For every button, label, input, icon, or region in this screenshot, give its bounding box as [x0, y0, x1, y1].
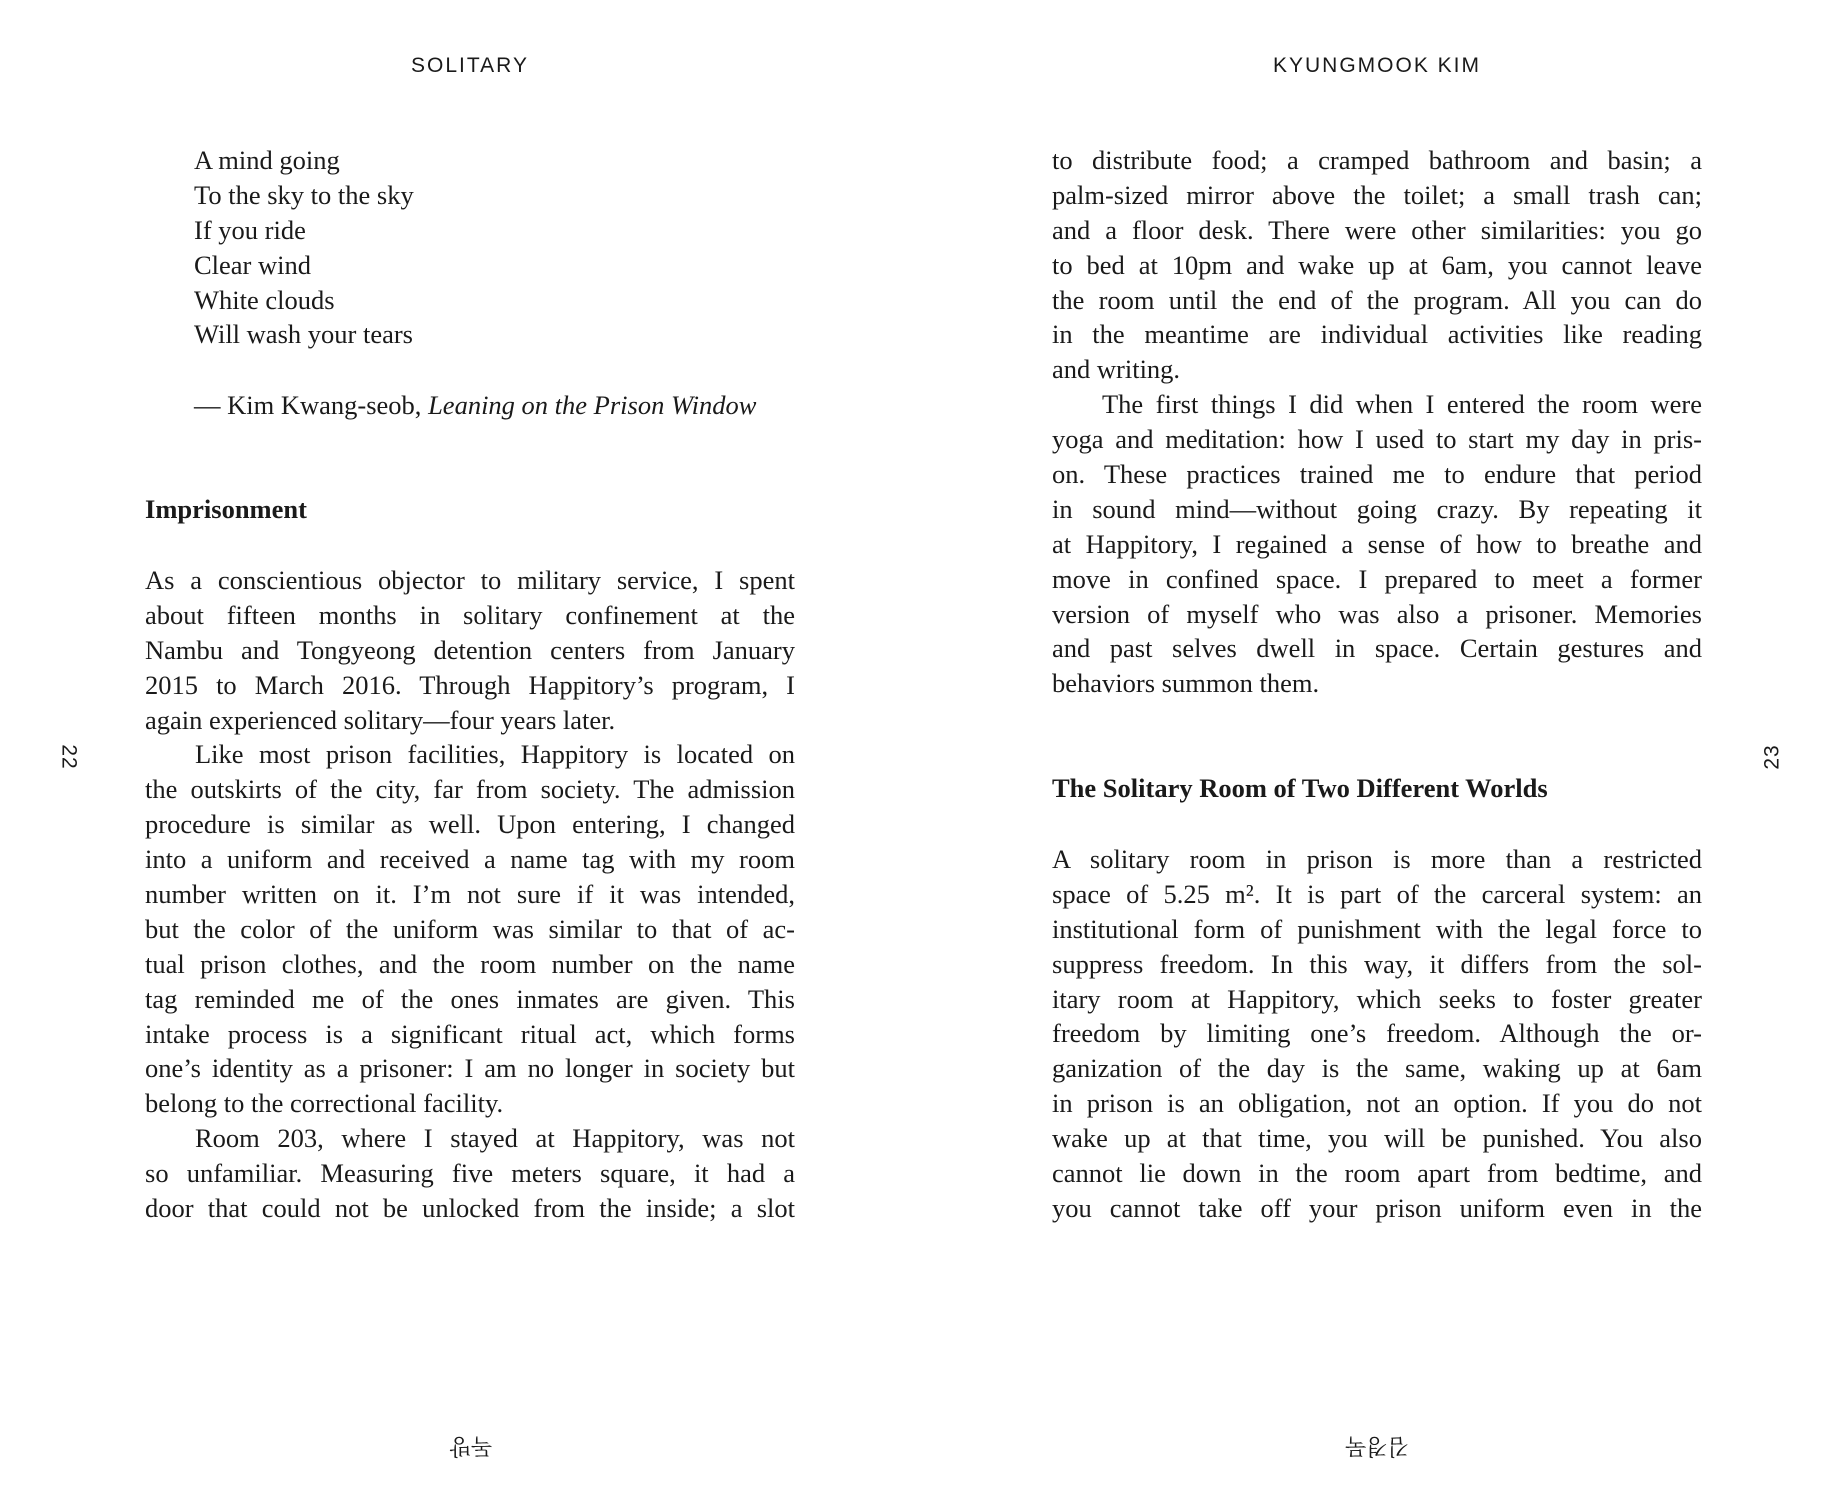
text-line: at Happitory, I regained a sense of how to breathe and	[1052, 528, 1702, 559]
text-line: As a conscientious objector to military service, I spent	[145, 565, 795, 595]
text-line: move in confined space. I prepared to meet a former	[1052, 563, 1702, 594]
text-line: again experienced solitary—four years later.	[145, 704, 616, 735]
text-line: institutional form of punishment with the legal force to	[1052, 913, 1702, 944]
text-line: number written on it. I’m not sure if it was intended,	[145, 879, 795, 910]
text-line: the outskirts of the city, far from society. The admission	[145, 774, 795, 805]
poem-line: Clear wind	[194, 249, 312, 280]
text-line: itary room at Happitory, which seeks to foster greater	[1052, 983, 1702, 1014]
left-running-head: SOLITARY	[411, 54, 529, 77]
text-line: ganization of the day is the same, waking up at 6am	[1052, 1053, 1702, 1084]
text-line: one’s identity as a prisoner: I am no longer in society but	[145, 1053, 795, 1084]
text-line: Like most prison facilities, Happitory is located on	[195, 739, 795, 770]
text-line: freedom by limiting one’s freedom. Although the or-	[1052, 1018, 1702, 1049]
text-line: A solitary room in prison is more than a restricted	[1052, 844, 1702, 874]
left-page-number: 22	[57, 744, 81, 770]
section-heading-solitary-room: The Solitary Room of Two Different Worlds	[1052, 773, 1548, 803]
text-line: the room until the end of the program. All you can do	[1052, 284, 1702, 315]
text-line: Room 203, where I stayed at Happitory, was not	[195, 1123, 795, 1154]
text-line: you cannot take off your prison uniform even in the	[1052, 1192, 1702, 1223]
text-line: yoga and meditation: how I used to start my day in pris-	[1052, 424, 1702, 455]
attribution-author: — Kim Kwang-seob,	[194, 390, 429, 420]
text-line: procedure is similar as well. Upon entering, I changed	[145, 809, 795, 840]
text-line: The first things I did when I entered the room were	[1102, 389, 1702, 420]
text-line: so unfamiliar. Measuring five meters square, it had a	[145, 1158, 795, 1189]
text-line: to bed at 10pm and wake up at 6am, you cannot leave	[1052, 249, 1702, 280]
text-line: to distribute food; a cramped bathroom and basin; a	[1052, 145, 1702, 175]
text-line: tual prison clothes, and the room number on the name	[145, 948, 795, 979]
right-body-text-bottom	[1052, 842, 1702, 1226]
text-line: space of 5.25 m². It is part of the carceral system: an	[1052, 878, 1702, 909]
epigraph-attribution	[194, 388, 756, 423]
attribution-title: Leaning on the Prison Window	[428, 390, 757, 420]
text-line: in prison is an obligation, not an option. If you do not	[1052, 1088, 1702, 1119]
text-line: version of myself who was also a prisoner. Memories	[1052, 598, 1702, 629]
poem-line: White clouds	[194, 284, 335, 315]
text-line: about fifteen months in solitary confinement at the	[145, 599, 795, 630]
text-line: into a uniform and received a name tag with my room	[145, 844, 795, 875]
left-footer-mark: 독방	[449, 1433, 493, 1458]
right-running-head: KYUNGMOOK KIM	[1272, 54, 1482, 77]
text-line: and a floor desk. There were other similarities: you go	[1052, 214, 1702, 245]
text-line: belong to the correctional facility.	[145, 1088, 504, 1119]
text-line: but the color of the uniform was similar to that of ac-	[145, 913, 795, 944]
section-heading-imprisonment: Imprisonment	[145, 494, 307, 524]
text-line: in sound mind—without going crazy. By repeating it	[1052, 493, 1702, 524]
text-line: intake process is a significant ritual act, which forms	[145, 1018, 795, 1049]
poem-line: Will wash your tears	[194, 319, 413, 350]
text-line: 2015 to March 2016. Through Happitory’s program, I	[145, 669, 795, 700]
text-line: suppress freedom. In this way, it differs from the sol-	[1052, 948, 1702, 979]
right-page-number: 23	[1760, 744, 1784, 770]
text-line: tag reminded me of the ones inmates are given. This	[145, 983, 795, 1014]
text-line: on. These practices trained me to endure that period	[1052, 459, 1702, 490]
text-line: in the meantime are individual activities like reading	[1052, 319, 1702, 350]
epigraph-poem	[194, 143, 414, 352]
text-line: door that could not be unlocked from the inside; a slot	[145, 1193, 795, 1224]
right-footer-mark: 김경묵	[1345, 1433, 1409, 1458]
text-line: and writing.	[1052, 354, 1181, 385]
poem-line: If you ride	[194, 214, 306, 245]
text-line: cannot lie down in the room apart from bedtime, and	[1052, 1158, 1702, 1189]
text-line: palm-sized mirror above the toilet; a small trash can;	[1052, 179, 1702, 210]
text-line: behaviors summon them.	[1052, 668, 1320, 699]
right-body-text-top	[1052, 143, 1702, 701]
poem-line: A mind going	[194, 145, 340, 175]
poem-line: To the sky to the sky	[194, 179, 414, 210]
text-line: Nambu and Tongyeong detention centers from January	[145, 634, 795, 665]
text-line: wake up at that time, you will be punished. You also	[1052, 1123, 1702, 1154]
text-line: and past selves dwell in space. Certain gestures and	[1052, 633, 1702, 664]
left-body-text	[145, 563, 795, 1226]
